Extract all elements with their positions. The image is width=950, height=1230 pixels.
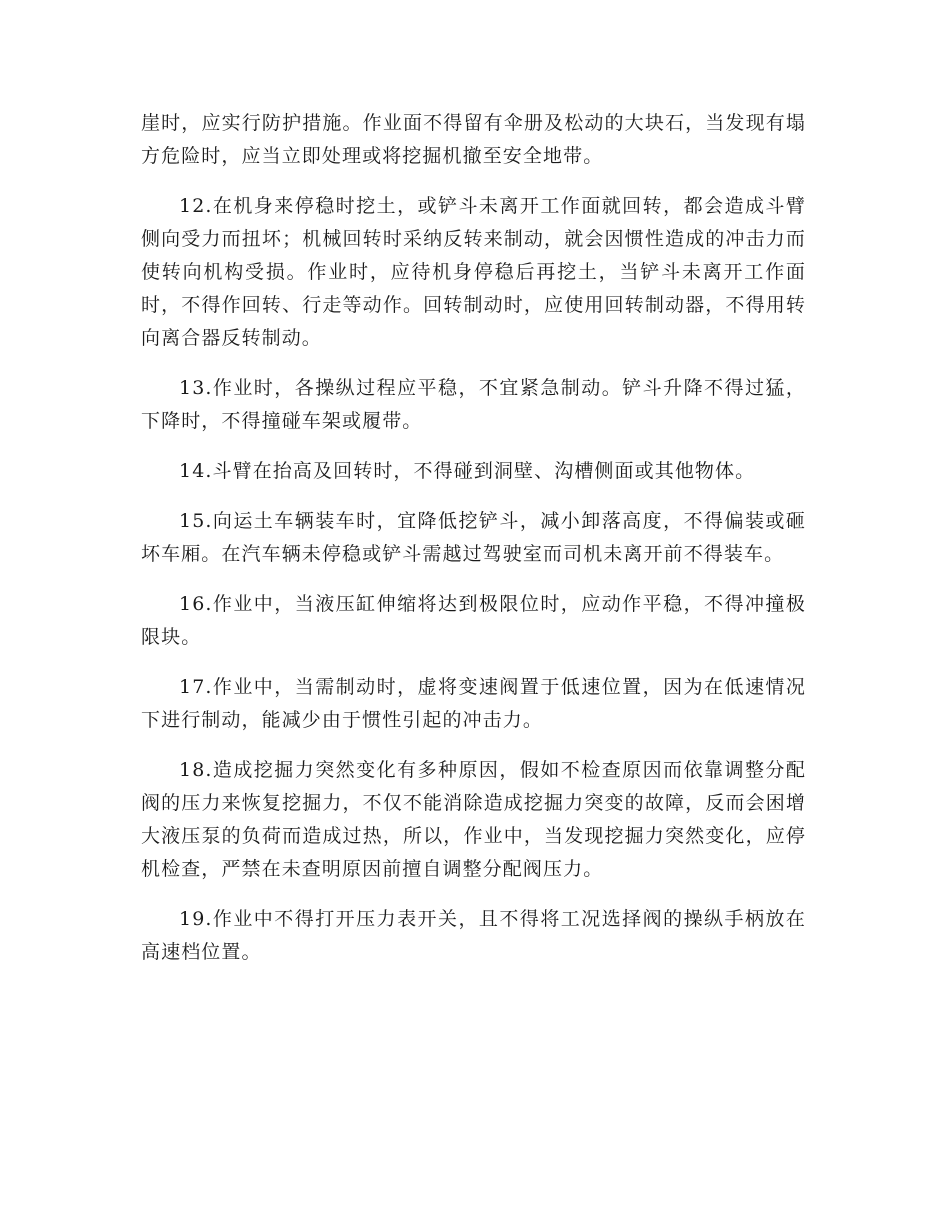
paragraph-item-12: 12.在机身来停稳时挖土，或铲斗未离开工作面就回转，都会造成斗臂侧向受力而扭坏；机械回转时采纳反转来制动，就会因惯性造成的冲击力而使转向机构受损。作业时，应待机身停稳后再挖土，当铲斗未离开工作面时，不得作回转、行走等动作。回转制动时，应使用回转制动器，不得用转向离合器反转制动。 (141, 195, 806, 349)
paragraph-item-17: 17.作业中，当需制动时，虚将变速阀置于低速位置，因为在低速情况下进行制动，能减少由于惯性引起的冲击力。 (141, 676, 806, 731)
paragraph-item-19: 19.作业中不得打开压力表开关，且不得将工况选择阀的操纵手柄放在高速档位置。 (141, 908, 806, 963)
paragraph-item-13: 13.作业时，各操纵过程应平稳，不宜紧急制动。铲斗升降不得过猛，下降时，不得撞碰车架或履带。 (141, 377, 806, 432)
paragraph-item-15: 15.向运土车辆装车时，宜降低挖铲斗，减小卸落高度，不得偏装或砸坏车厢。在汽车辆未停稳或铲斗需越过驾驶室而司机未离开前不得装车。 (141, 510, 806, 565)
paragraph-continuation: 崖时，应实行防护措施。作业面不得留有伞册及松动的大块石，当发现有塌方危险时，应当立即处理或将挖掘机撤至安全地带。 (141, 112, 806, 167)
paragraph-item-18: 18.造成挖掘力突然变化有多种原因，假如不检查原因而依靠调整分配阀的压力来恢复挖掘力，不仅不能消除造成挖掘力突变的故障，反而会困增大液压泵的负荷而造成过热，所以，作业中，当发现挖掘力突然变化，应停机检查，严禁在未查明原因前擅自调整分配阀压力。 (141, 759, 806, 880)
paragraph-item-16: 16.作业中，当液压缸伸缩将达到极限位时，应动作平稳，不得冲撞极限块。 (141, 593, 806, 648)
document-body (141, 107, 806, 986)
paragraph-item-14: 14.斗臂在抬高及回转时，不得碰到洞壁、沟槽侧面或其他物体。 (179, 460, 756, 482)
